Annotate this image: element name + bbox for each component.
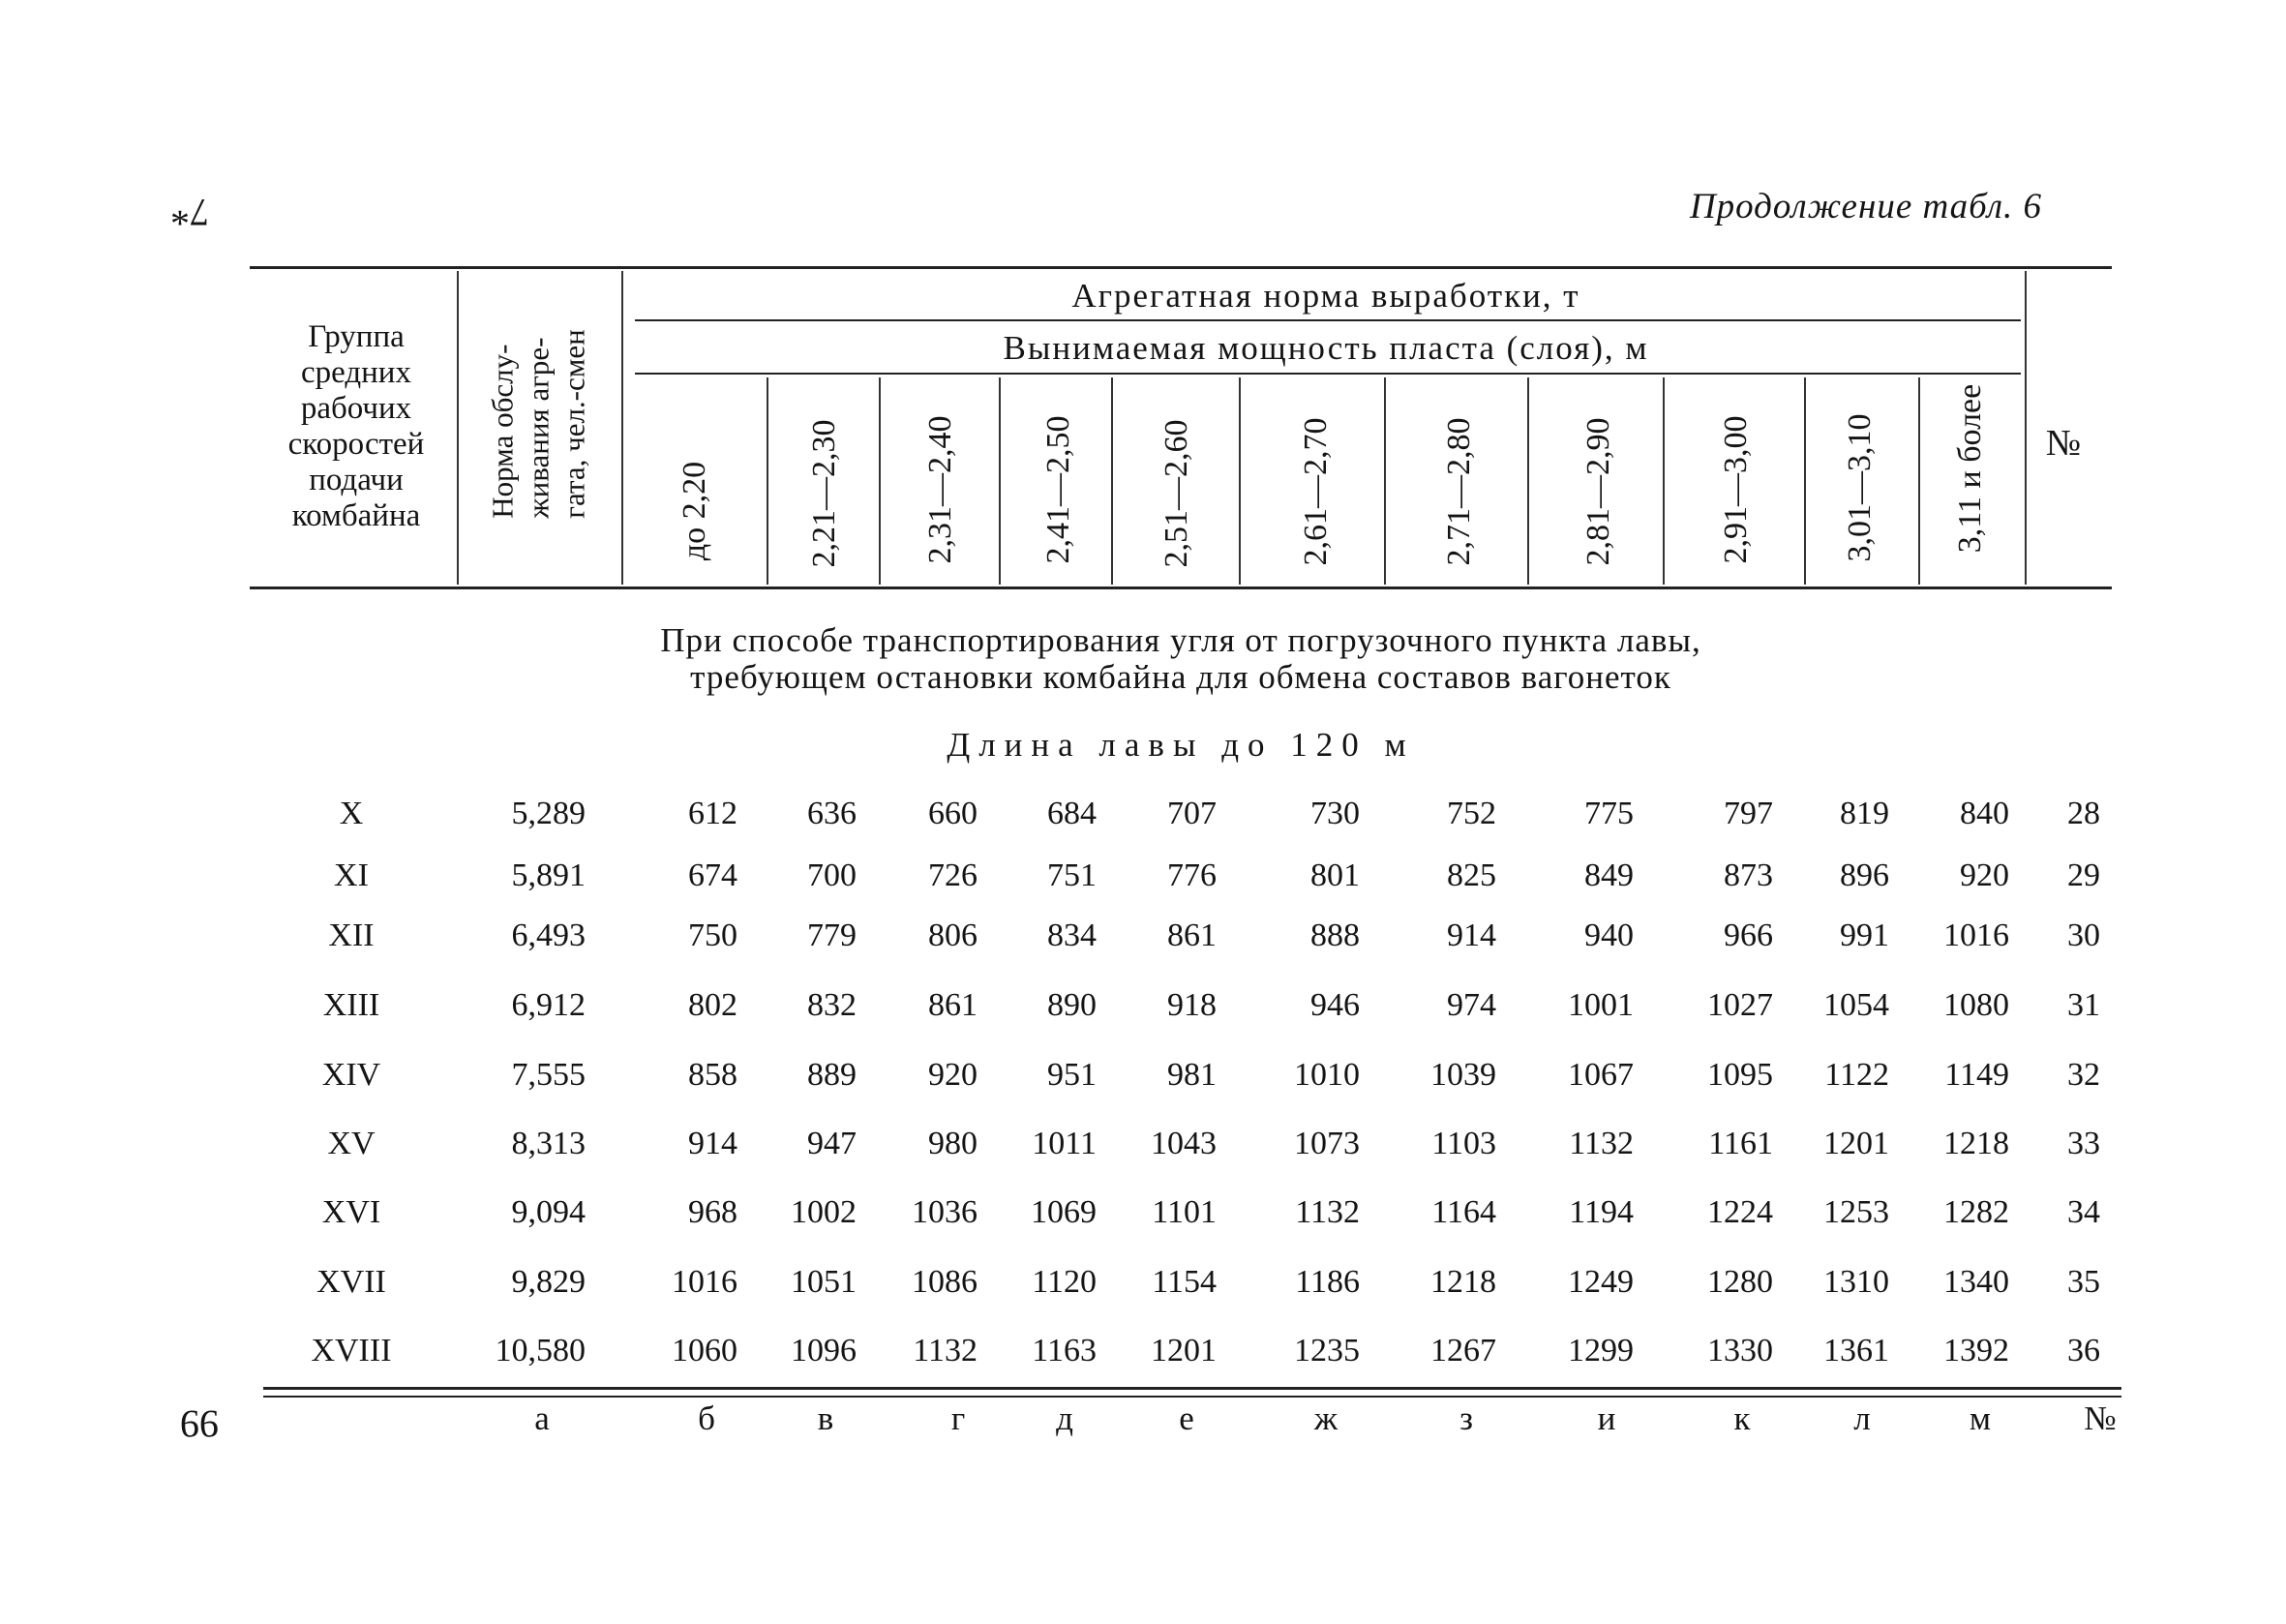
col-divider <box>621 271 623 585</box>
value-cell: 674 <box>688 857 737 893</box>
column-letter: ж <box>1313 1399 1339 1437</box>
norm-cell: 7,555 <box>511 1057 586 1093</box>
col-divider <box>1918 377 1920 585</box>
value-cell: 858 <box>688 1057 737 1093</box>
col-divider <box>999 377 1001 585</box>
value-cell: 1330 <box>1707 1333 1773 1368</box>
value-cell: 1218 <box>1943 1126 2009 1161</box>
value-cell: 819 <box>1840 796 1889 831</box>
value-cell: 1002 <box>791 1194 857 1230</box>
value-cell: 1280 <box>1707 1264 1773 1300</box>
value-cell: 806 <box>928 917 978 953</box>
transport-note-line-2: требующем остановки комбайна для обмена составов вагонеток <box>690 658 1671 696</box>
value-cell: 946 <box>1310 987 1360 1023</box>
group-cell: XVIII <box>311 1333 392 1368</box>
value-cell: 1101 <box>1152 1194 1217 1230</box>
value-cell: 940 <box>1584 917 1634 953</box>
value-cell: 1073 <box>1294 1126 1360 1161</box>
value-cell: 1201 <box>1151 1333 1217 1368</box>
column-letter: м <box>1969 1399 1992 1437</box>
value-cell: 914 <box>688 1126 737 1161</box>
row-number: 35 <box>2067 1264 2100 1300</box>
value-cell: 896 <box>1840 857 1889 893</box>
page-number: 99 <box>180 1402 219 1446</box>
thickness-header: Вынимаемая мощность пласта (слоя), м <box>1003 329 1649 367</box>
number-header: № <box>2045 423 2082 464</box>
value-cell: 1163 <box>1032 1333 1097 1368</box>
value-cell: 1149 <box>1944 1057 2009 1093</box>
transport-note-line-1: При способе транспортирования угля от погрузочного пункта лавы, <box>660 621 1701 659</box>
column-letter: л <box>1853 1399 1871 1437</box>
group-cell: XIV <box>321 1057 381 1093</box>
norm-cell: 8,313 <box>511 1126 586 1161</box>
value-cell: 1027 <box>1707 987 1773 1023</box>
group-cell: XVII <box>316 1264 386 1300</box>
value-cell: 1060 <box>672 1333 737 1368</box>
value-cell: 730 <box>1310 796 1360 831</box>
value-cell: 1036 <box>912 1194 978 1230</box>
value-cell: 1132 <box>1569 1126 1634 1161</box>
aggregate-header: Агрегатная норма выработки, т <box>1071 277 1580 315</box>
value-cell: 861 <box>928 987 978 1023</box>
value-cell: 1039 <box>1430 1057 1496 1093</box>
column-letter: е <box>1179 1399 1194 1437</box>
value-cell: 752 <box>1447 796 1496 831</box>
value-cell: 707 <box>1167 796 1217 831</box>
value-cell: 1282 <box>1943 1194 2009 1230</box>
value-cell: 1340 <box>1943 1264 2009 1300</box>
value-cell: 1154 <box>1152 1264 1217 1300</box>
value-cell: 1067 <box>1568 1057 1634 1093</box>
range-header: 2,21—2,30 <box>806 419 842 568</box>
value-cell: 1194 <box>1569 1194 1634 1230</box>
value-cell: 1361 <box>1823 1333 1889 1368</box>
column-letter: и <box>1597 1399 1616 1437</box>
value-cell: 1120 <box>1032 1264 1097 1300</box>
value-cell: 1164 <box>1431 1194 1496 1230</box>
group-cell: X <box>339 796 364 831</box>
value-cell: 1201 <box>1823 1126 1889 1161</box>
range-header: 3,01—3,10 <box>1842 413 1878 562</box>
range-header: 3,11 и более <box>1952 383 1988 554</box>
row-number: 28 <box>2067 796 2100 831</box>
column-letter: а <box>534 1399 550 1437</box>
value-cell: 1218 <box>1430 1264 1496 1300</box>
value-cell: 914 <box>1447 917 1496 953</box>
col-divider <box>1527 377 1529 585</box>
range-header: 2,61—2,70 <box>1298 417 1334 566</box>
col-divider <box>1111 377 1113 585</box>
value-cell: 1051 <box>791 1264 857 1300</box>
value-cell: 1235 <box>1294 1333 1360 1368</box>
column-letter: д <box>1056 1399 1073 1437</box>
range-header: 2,81—2,90 <box>1580 417 1616 566</box>
group-cell: XIII <box>322 987 380 1023</box>
value-cell: 1011 <box>1032 1126 1097 1161</box>
norm-cell: 6,493 <box>511 917 586 953</box>
value-cell: 1253 <box>1823 1194 1889 1230</box>
group-cell: XV <box>327 1126 376 1161</box>
col-divider <box>1239 377 1241 585</box>
value-cell: 1086 <box>912 1264 978 1300</box>
col-divider <box>2025 271 2027 585</box>
value-cell: 951 <box>1047 1057 1097 1093</box>
range-header: 2,91—3,00 <box>1718 415 1754 564</box>
norm-cell: 5,289 <box>511 796 586 831</box>
value-cell: 801 <box>1310 857 1360 893</box>
row-number: 32 <box>2067 1057 2100 1093</box>
range-header: 2,31—2,40 <box>922 415 958 564</box>
column-letter: б <box>698 1399 715 1437</box>
value-cell: 834 <box>1047 917 1097 953</box>
value-cell: 920 <box>928 1057 978 1093</box>
value-cell: 873 <box>1724 857 1773 893</box>
value-cell: 980 <box>928 1126 978 1161</box>
norm-cell: 9,829 <box>511 1264 586 1300</box>
value-cell: 920 <box>1960 857 2009 893</box>
column-letter: в <box>817 1399 834 1437</box>
column-letter: з <box>1459 1399 1473 1437</box>
value-cell: 1096 <box>791 1333 857 1368</box>
value-cell: 1043 <box>1151 1126 1217 1161</box>
value-cell: 840 <box>1960 796 2009 831</box>
value-cell: 1080 <box>1943 987 2009 1023</box>
col-divider <box>1384 377 1386 585</box>
value-cell: 1095 <box>1707 1057 1773 1093</box>
range-header: до 2,20 <box>677 461 712 561</box>
value-cell: 684 <box>1047 796 1097 831</box>
value-cell: 1310 <box>1823 1264 1889 1300</box>
thickness-underline <box>635 373 2021 375</box>
col-divider <box>1804 377 1806 585</box>
norm-cell: 5,891 <box>511 857 586 893</box>
column-letter: г <box>950 1399 966 1437</box>
range-header: 2,71—2,80 <box>1441 417 1477 566</box>
value-cell: 1122 <box>1824 1057 1889 1093</box>
value-cell: 825 <box>1447 857 1496 893</box>
section-title: Длина лавы до 120 м <box>947 726 1415 764</box>
value-cell: 947 <box>807 1126 857 1161</box>
table-bottom-rule-2 <box>263 1396 2121 1398</box>
row-number: 34 <box>2067 1194 2100 1230</box>
row-number: 29 <box>2067 857 2100 893</box>
value-cell: 779 <box>807 917 857 953</box>
norm-cell: 9,094 <box>511 1194 586 1230</box>
value-cell: 775 <box>1584 796 1634 831</box>
norm-cell: 6,912 <box>511 987 586 1023</box>
column-letter: к <box>1733 1399 1751 1437</box>
range-header: 2,41—2,50 <box>1040 415 1076 564</box>
norm-header: Норма обслу- живания агре- гата, чел.-смен <box>485 329 591 519</box>
value-cell: 660 <box>928 796 978 831</box>
value-cell: 1392 <box>1943 1333 2009 1368</box>
value-cell: 1132 <box>1295 1194 1360 1230</box>
col-divider <box>1663 377 1665 585</box>
group-cell: XVI <box>321 1194 381 1230</box>
row-number: 36 <box>2067 1333 2100 1368</box>
table-caption: Продолжение табл. 6 <box>1689 187 2042 226</box>
value-cell: 1069 <box>1031 1194 1097 1230</box>
value-cell: 612 <box>688 796 737 831</box>
column-letter: № <box>2084 1399 2117 1437</box>
value-cell: 1001 <box>1568 987 1634 1023</box>
value-cell: 890 <box>1047 987 1097 1023</box>
header-top-rule-right <box>2030 266 2108 269</box>
page-mark-top: 7* <box>170 191 209 234</box>
value-cell: 726 <box>928 857 978 893</box>
value-cell: 776 <box>1167 857 1217 893</box>
value-cell: 1249 <box>1568 1264 1634 1300</box>
range-header: 2,51—2,60 <box>1158 419 1194 568</box>
value-cell: 1186 <box>1295 1264 1360 1300</box>
value-cell: 1016 <box>672 1264 737 1300</box>
value-cell: 802 <box>688 987 737 1023</box>
value-cell: 966 <box>1724 917 1773 953</box>
group-cell: XII <box>328 917 375 953</box>
value-cell: 918 <box>1167 987 1217 1023</box>
value-cell: 750 <box>688 917 737 953</box>
row-number: 33 <box>2067 1126 2100 1161</box>
header-bottom-rule <box>250 586 2112 589</box>
value-cell: 832 <box>807 987 857 1023</box>
value-cell: 991 <box>1840 917 1889 953</box>
value-cell: 1016 <box>1943 917 2009 953</box>
group-header: Группа средних рабочих скоростей подачи комбайна <box>287 319 425 533</box>
value-cell: 1224 <box>1707 1194 1773 1230</box>
value-cell: 1010 <box>1294 1057 1360 1093</box>
row-number: 30 <box>2067 917 2100 953</box>
value-cell: 968 <box>688 1194 737 1230</box>
value-cell: 1132 <box>913 1333 978 1368</box>
value-cell: 974 <box>1447 987 1496 1023</box>
group-cell: XI <box>334 857 369 893</box>
value-cell: 1299 <box>1568 1333 1634 1368</box>
value-cell: 849 <box>1584 857 1634 893</box>
header-top-rule <box>250 266 2112 269</box>
col-divider <box>879 377 881 585</box>
value-cell: 1267 <box>1430 1333 1496 1368</box>
value-cell: 700 <box>807 857 857 893</box>
value-cell: 888 <box>1310 917 1360 953</box>
norm-cell: 10,580 <box>495 1333 586 1368</box>
value-cell: 981 <box>1167 1057 1217 1093</box>
value-cell: 797 <box>1724 796 1773 831</box>
value-cell: 1103 <box>1431 1126 1496 1161</box>
value-cell: 1054 <box>1823 987 1889 1023</box>
value-cell: 889 <box>807 1057 857 1093</box>
value-cell: 861 <box>1167 917 1217 953</box>
value-cell: 751 <box>1047 857 1097 893</box>
table-bottom-rule <box>263 1387 2121 1390</box>
row-number: 31 <box>2067 987 2100 1023</box>
value-cell: 1161 <box>1708 1126 1773 1161</box>
aggregate-underline <box>635 319 2021 321</box>
value-cell: 636 <box>807 796 857 831</box>
col-divider <box>767 377 768 585</box>
